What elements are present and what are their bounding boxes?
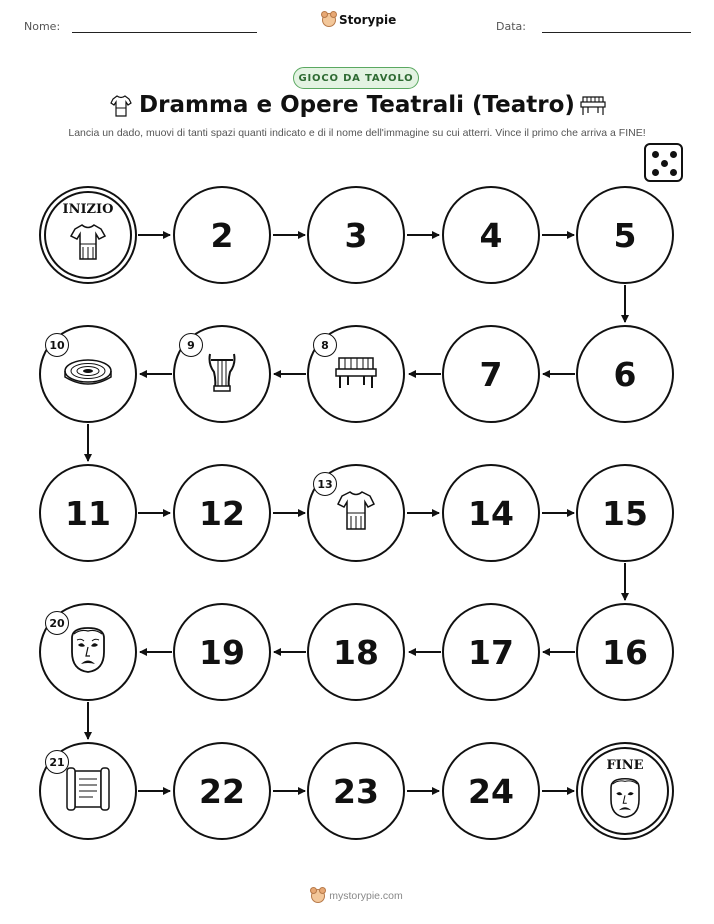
tragedy-mask-icon: [607, 777, 643, 823]
board-space-16: [576, 603, 674, 701]
space-number: 2: [210, 215, 234, 255]
board-space-17: [442, 603, 540, 701]
space-number-badge: 21: [45, 750, 69, 774]
start-label: INIZIO: [62, 202, 114, 217]
space-number: 3: [344, 215, 368, 255]
space-number: 17: [468, 632, 514, 672]
scroll-icon: [63, 766, 113, 816]
board-space-14: [442, 464, 540, 562]
finish-label: FINE: [606, 758, 644, 773]
brand-name: Storypie: [339, 13, 397, 27]
board-space-24: [442, 742, 540, 840]
space-number: 14: [468, 493, 514, 533]
page-title: Dramma e Opere Teatrali (Teatro): [139, 92, 575, 118]
board-space-18: [307, 603, 405, 701]
bear-logo-icon: [311, 889, 325, 903]
space-number: 23: [333, 771, 379, 811]
board-space-3: [307, 186, 405, 284]
date-label: Data:: [496, 20, 526, 33]
board-space-7: [442, 325, 540, 423]
space-number: 5: [613, 215, 637, 255]
board-space-13: [307, 464, 405, 562]
space-number-badge: 8: [313, 333, 337, 357]
board-space-20: [39, 603, 137, 701]
board-space-15: [576, 464, 674, 562]
board-space-8: [307, 325, 405, 423]
space-number: 6: [613, 354, 637, 394]
space-number: 18: [333, 632, 379, 672]
finish-space: [576, 742, 674, 840]
name-label: Nome:: [24, 20, 61, 33]
tragedy-mask-icon: [68, 626, 108, 678]
space-number: 15: [602, 493, 648, 533]
space-number: 24: [468, 771, 514, 811]
space-number: 12: [199, 493, 245, 533]
board-space-5: [576, 186, 674, 284]
space-number: 7: [479, 354, 503, 394]
space-number: 16: [602, 632, 648, 672]
space-number-badge: 10: [45, 333, 69, 357]
space-number: 19: [199, 632, 245, 672]
board-space-21: [39, 742, 137, 840]
space-number: 4: [479, 215, 503, 255]
space-number-badge: 13: [313, 472, 337, 496]
space-number-badge: 9: [179, 333, 203, 357]
tunic-icon: [337, 489, 375, 537]
board-space-23: [307, 742, 405, 840]
board-space-9: [173, 325, 271, 423]
start-space: [39, 186, 137, 284]
board-space-2: [173, 186, 271, 284]
footer: [0, 889, 714, 903]
board-space-6: [576, 325, 674, 423]
space-number-badge: 20: [45, 611, 69, 635]
space-number: 22: [199, 771, 245, 811]
board-space-10: [39, 325, 137, 423]
board-space-12: [173, 464, 271, 562]
board-space-22: [173, 742, 271, 840]
theater-bench-icon: [333, 353, 379, 395]
board-space-19: [173, 603, 271, 701]
tunic-icon: [70, 222, 106, 266]
game-type-badge: GIOCO DA TAVOLO: [293, 67, 419, 89]
amphitheater-icon: [63, 357, 113, 391]
lyre-icon: [205, 350, 239, 398]
board-space-11: [39, 464, 137, 562]
footer-site[interactable]: mystorypie.com: [329, 890, 403, 902]
instructions-text: Lancia un dado, muovi di tanti spazi quanti indicato e di il nome dell'immagine su cui atterri. Vince il primo che arriva a FINE!: [68, 127, 646, 139]
board-space-4: [442, 186, 540, 284]
space-number: 11: [65, 493, 111, 533]
